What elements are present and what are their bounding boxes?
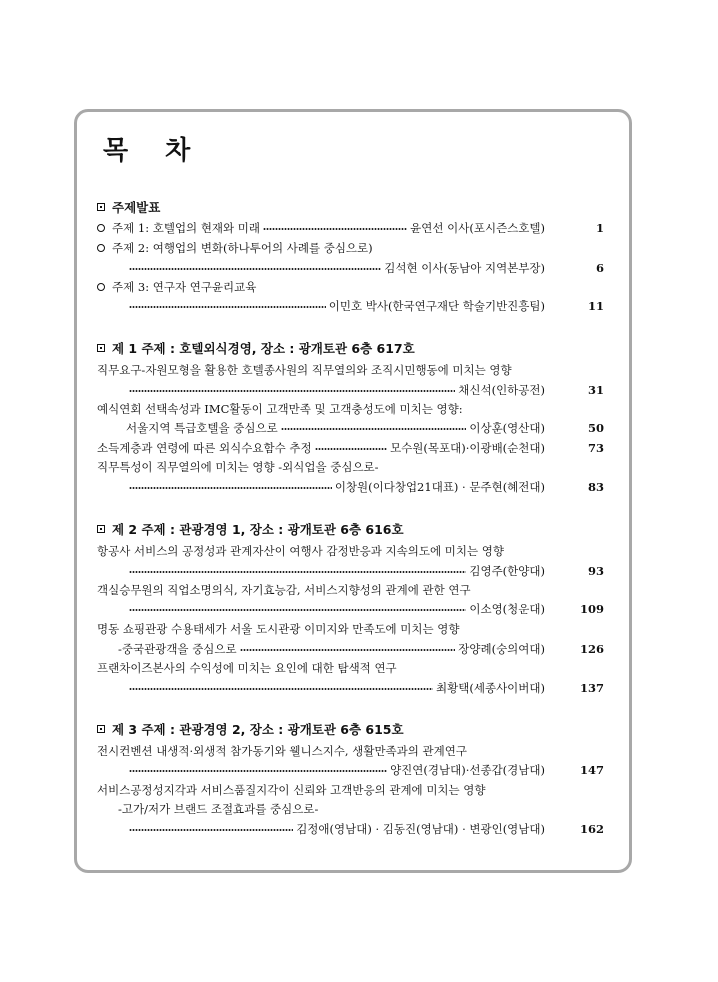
toc-entry-continued bbox=[126, 680, 545, 696]
entry-page: 11 bbox=[587, 299, 604, 313]
paper-title[interactable]: 객실승무원의 직업소명의식, 자기효능감, 서비스지향성의 관계에 관한 연구 bbox=[97, 583, 471, 597]
entry-page: 137 bbox=[579, 681, 604, 695]
paper-title[interactable]: 항공사 서비스의 공정성과 관계자산이 여행사 감정반응과 지속의도에 미치는 영향 bbox=[97, 544, 504, 558]
entry-author: 이창원(이다창업21대표) · 문주현(혜전대) bbox=[334, 480, 545, 494]
paper-title[interactable]: 직무요구-자원모형을 활용한 호텔종사원의 직무열의와 조직시민행동에 미치는 영향 bbox=[97, 363, 512, 377]
entry-page: 31 bbox=[587, 383, 604, 397]
dot-leader bbox=[129, 571, 466, 573]
paper-subtitle: -고가/저가 브랜드 조절효과를 중심으로- bbox=[118, 802, 319, 816]
square-bullet-icon bbox=[97, 203, 105, 211]
page-title: 목 차 bbox=[103, 136, 205, 166]
entry-author: 최황택(세종사이버대) bbox=[436, 681, 545, 695]
paper-title[interactable]: 예식연회 선택속성과 IMC활동이 고객만족 및 고객충성도에 미치는 영향: bbox=[97, 402, 463, 416]
paper-title[interactable]: 프랜차이즈본사의 수익성에 미치는 요인에 대한 탐색적 연구 bbox=[97, 661, 397, 675]
paper-title[interactable]: 명동 쇼핑관광 수용태세가 서울 도시관광 이미지와 만족도에 미치는 영향 bbox=[97, 622, 460, 636]
entry-page: 73 bbox=[587, 441, 604, 455]
section-header-label: 제 1 주제 : 호텔외식경영, 장소 : 광개토관 6층 617호 bbox=[112, 341, 415, 356]
entry-title: 호텔업의 현재와 미래 bbox=[152, 221, 261, 235]
entry-label: 주제 2: bbox=[112, 241, 150, 255]
entry-title: 여행업의 변화(하나투어의 사례를 중심으로) bbox=[152, 241, 373, 255]
square-bullet-icon bbox=[97, 725, 105, 733]
dot-leader bbox=[129, 306, 326, 308]
dot-leader bbox=[129, 770, 387, 772]
toc-entry-continued bbox=[126, 601, 545, 617]
toc-entry-continued bbox=[126, 382, 545, 398]
toc-entry-continued bbox=[126, 420, 545, 436]
entry-page: 83 bbox=[587, 480, 604, 494]
paper-title: 소득계층과 연령에 따른 외식수요함수 추정 bbox=[97, 441, 312, 455]
entry-author: 이민호 박사(한국연구재단 학술기반진흥팀) bbox=[328, 299, 545, 313]
toc-entry-continued bbox=[126, 563, 545, 579]
dot-leader bbox=[129, 390, 455, 392]
entry-label: 주제 1: bbox=[112, 221, 150, 235]
section-header-keynote bbox=[97, 198, 160, 216]
entry-page: 126 bbox=[579, 642, 604, 656]
entry-author: 채신석(인하공전) bbox=[458, 383, 545, 397]
entry-author: 김정애(영남대) · 김동진(영남대) · 변광인(영남대) bbox=[296, 822, 545, 836]
entry-page: 1 bbox=[595, 221, 604, 235]
circle-bullet-icon bbox=[97, 244, 105, 252]
dot-leader bbox=[240, 649, 456, 651]
dot-leader bbox=[129, 829, 293, 831]
dot-leader bbox=[129, 688, 433, 690]
toc-entry-continued bbox=[118, 641, 545, 657]
section-header-session1 bbox=[97, 339, 415, 357]
circle-bullet-icon bbox=[97, 224, 105, 232]
entry-label: 주제 3: bbox=[112, 280, 150, 294]
section-header-label: 제 2 주제 : 관광경영 1, 장소 : 광개토관 6층 616호 bbox=[112, 522, 404, 537]
section-header-label: 주제발표 bbox=[112, 200, 161, 215]
entry-author: 장양례(숭의여대) bbox=[458, 642, 545, 656]
entry-page: 93 bbox=[587, 564, 604, 578]
toc-entry[interactable] bbox=[97, 440, 545, 456]
entry-author: 이소영(청운대) bbox=[469, 602, 545, 616]
entry-page: 109 bbox=[579, 602, 604, 616]
toc-entry-continued bbox=[126, 762, 545, 778]
section-header-label: 제 3 주제 : 관광경영 2, 장소 : 광개토관 6층 615호 bbox=[112, 722, 404, 737]
entry-author: 김석현 이사(동남아 지역본부장) bbox=[384, 261, 545, 275]
entry-author: 이상훈(영산대) bbox=[469, 421, 545, 435]
paper-subtitle: -중국관광객을 중심으로 bbox=[118, 642, 237, 656]
square-bullet-icon bbox=[97, 525, 105, 533]
entry-page: 6 bbox=[595, 261, 604, 275]
circle-bullet-icon bbox=[97, 283, 105, 291]
square-bullet-icon bbox=[97, 344, 105, 352]
entry-author: 윤연선 이사(포시즌스호텔) bbox=[410, 221, 545, 235]
paper-subtitle: 서울지역 특급호텔을 중심으로 bbox=[126, 421, 278, 435]
dot-leader bbox=[129, 268, 381, 270]
section-header-session2 bbox=[97, 520, 404, 538]
dot-leader bbox=[129, 609, 466, 611]
toc-entry-continued bbox=[126, 821, 545, 837]
entry-author: 김영주(한양대) bbox=[469, 564, 545, 578]
paper-title[interactable]: 전시컨벤션 내생적·외생적 참가동기와 웰니스지수, 생활만족과의 관계연구 bbox=[97, 744, 467, 758]
toc-entry[interactable] bbox=[97, 240, 373, 256]
toc-entry[interactable] bbox=[97, 220, 545, 236]
dot-leader bbox=[315, 448, 387, 450]
section-header-session3 bbox=[97, 720, 404, 738]
dot-leader bbox=[281, 428, 467, 430]
entry-author: 양진연(경남대)·선종갑(경남대) bbox=[390, 763, 545, 777]
toc-entry-continued bbox=[126, 260, 545, 276]
paper-title[interactable]: 서비스공정성지각과 서비스품질지각이 신뢰와 고객반응의 관계에 미치는 영향 bbox=[97, 783, 486, 797]
dot-leader bbox=[129, 487, 332, 489]
paper-title[interactable]: 직무특성이 직무열의에 미치는 영향 -외식업을 중심으로- bbox=[97, 460, 379, 474]
toc-entry[interactable] bbox=[97, 279, 256, 295]
entry-title: 연구자 연구윤리교육 bbox=[152, 280, 257, 294]
entry-page: 147 bbox=[579, 763, 604, 777]
entry-page: 50 bbox=[587, 421, 604, 435]
dot-leader bbox=[263, 228, 407, 230]
entry-page: 162 bbox=[579, 822, 604, 836]
toc-entry-continued bbox=[126, 479, 545, 495]
entry-author: 모수원(목포대)·이광배(순천대) bbox=[390, 441, 545, 455]
toc-entry-continued bbox=[126, 298, 545, 314]
